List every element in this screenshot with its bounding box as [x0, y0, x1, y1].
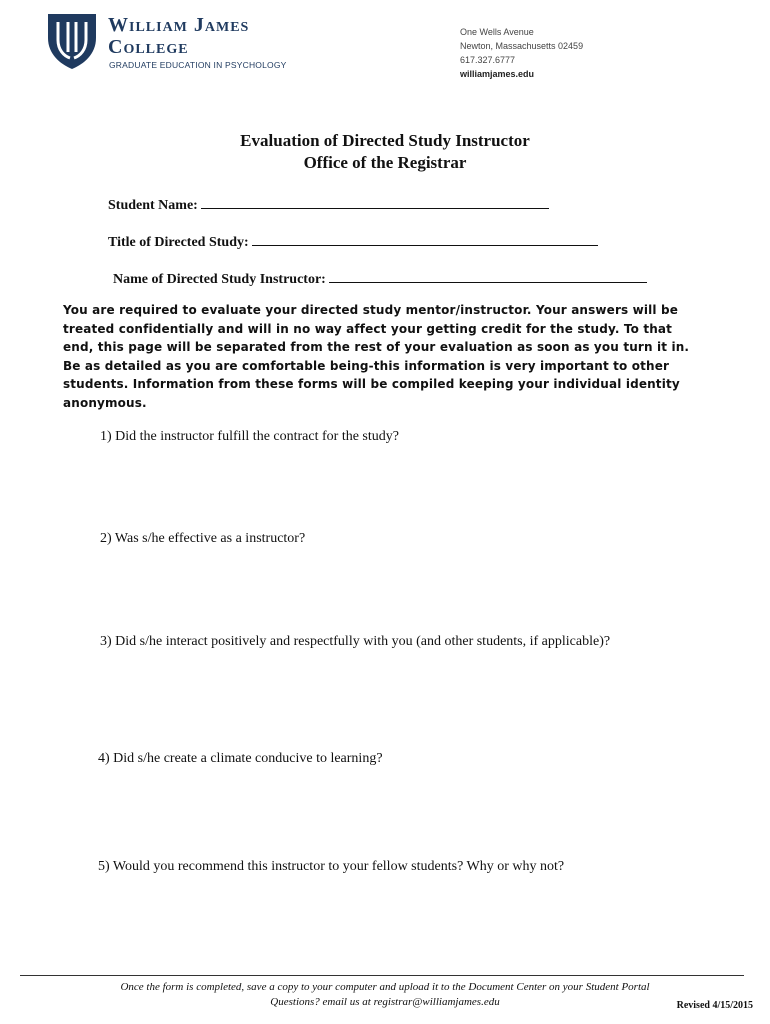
- instructor-name-field: [113, 270, 647, 288]
- footer-upload-instructions: Once the form is completed, save a copy to your computer and upload it to the Document Center on your Student Portal: [120, 981, 650, 993]
- question-5: 5) Would you recommend this instructor to your fellow students? Why or why not?: [98, 859, 565, 874]
- brand-name-line1: William James: [108, 14, 250, 36]
- address-city: Newton, Massachusetts 02459: [460, 41, 584, 51]
- college-logo-shield-icon: [46, 12, 98, 70]
- student-name-input-line[interactable]: [201, 196, 549, 209]
- document-title-line2: Office of the Registrar: [303, 153, 467, 172]
- instructor-name-input-line[interactable]: [329, 270, 647, 283]
- instructor-name-label: Name of Directed Study Instructor:: [113, 272, 326, 287]
- question-2: 2) Was s/he effective as a instructor?: [100, 531, 306, 546]
- address-block: [460, 25, 583, 81]
- footer-note: [0, 980, 770, 1010]
- address-website: williamjames.edu: [460, 69, 535, 79]
- directed-study-title-label: Title of Directed Study:: [108, 235, 249, 250]
- student-name-field: [108, 196, 549, 214]
- document-title: [0, 130, 770, 174]
- directed-study-title-input-line[interactable]: [252, 233, 598, 246]
- directed-study-title-field: [108, 233, 598, 251]
- footer-contact: Questions? email us at registrar@williamjames.edu: [270, 996, 500, 1008]
- document-title-line1: Evaluation of Directed Study Instructor: [240, 131, 530, 150]
- revision-date: Revised 4/15/2015: [676, 1000, 753, 1011]
- brand-name: [108, 14, 249, 58]
- address-phone: 617.327.6777: [460, 55, 516, 65]
- address-street: One Wells Avenue: [460, 27, 534, 37]
- instructions-paragraph: You are required to evaluate your directed study mentor/instructor. Your answers will be treated confidentially and will in no way affect your getting credit for the study. To that end, this page will be separated from the rest of your evaluation as soon as you turn it in. Be as detailed as you are comfortable being-this information is very important to other students. Information from these forms will be compiled keeping your individual identity anonymous.: [63, 303, 690, 410]
- student-name-label: Student Name:: [108, 198, 198, 213]
- question-4: 4) Did s/he create a climate conducive to learning?: [98, 751, 383, 766]
- footer-divider: [20, 975, 744, 976]
- brand-tagline: GRADUATE EDUCATION IN PSYCHOLOGY: [109, 60, 287, 70]
- question-1: 1) Did the instructor fulfill the contract for the study?: [100, 429, 399, 444]
- brand-name-line2: College: [108, 36, 189, 58]
- question-3: 3) Did s/he interact positively and respectfully with you (and other students, if applicable)?: [100, 634, 611, 649]
